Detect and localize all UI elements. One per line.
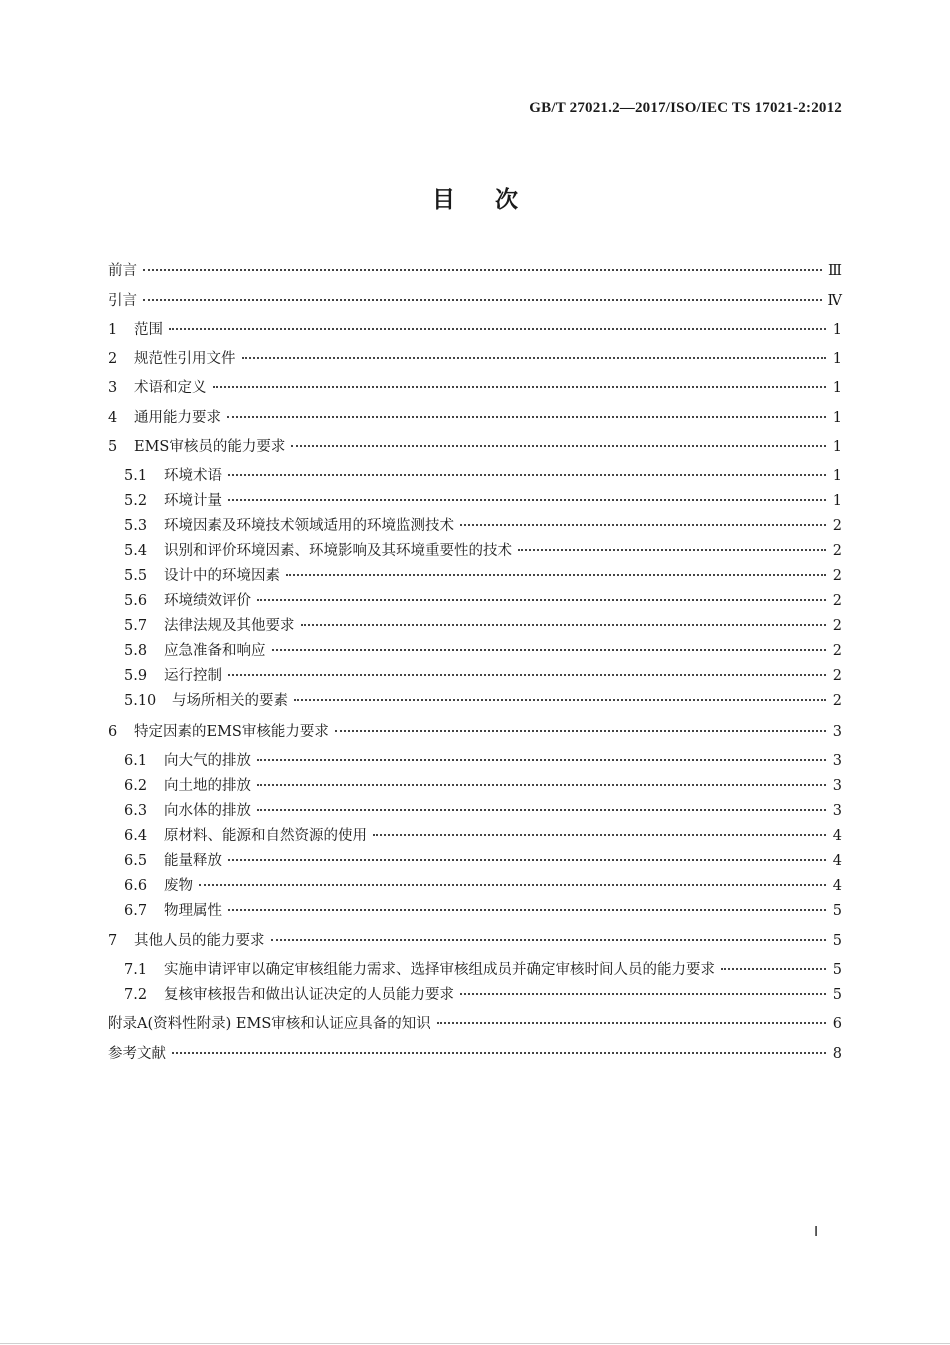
toc-entry-label: 与场所相关的要素 [172,693,288,709]
toc-entry-number: 6.1 [124,753,148,769]
toc-entry-number: 5.2 [124,493,148,509]
toc-leader-dots [257,809,826,811]
toc-entry[interactable] [124,615,842,637]
page-number: Ⅰ [814,1225,819,1240]
toc-entry-number: 3 [108,380,118,396]
toc-entry-label: 废物 [164,878,193,894]
toc-leader-dots [257,784,826,786]
toc-leader-dots [169,328,826,330]
toc-entry-page: 2 [832,543,842,559]
toc-entry[interactable] [124,590,842,612]
toc-entry[interactable] [108,721,842,743]
toc-entry[interactable] [124,690,842,712]
toc-entry-label: 应急准备和响应 [164,643,266,659]
toc-entry-label: 环境因素及环境技术领域适用的环境监测技术 [164,518,454,534]
toc-entry-label: 识别和评价环境因素、环境影响及其环境重要性的技术 [164,543,512,559]
toc-entry-page: 3 [832,803,842,819]
toc-leader-dots [199,884,826,886]
toc-entry[interactable] [124,465,842,487]
toc-entry-page: 4 [832,828,842,844]
toc-entry-number: 6.6 [124,878,148,894]
toc-entry[interactable] [124,490,842,512]
toc-leader-dots [460,993,826,995]
toc-entry-number: 6.7 [124,903,148,919]
toc-entry[interactable] [124,565,842,587]
toc-leader-dots [228,859,826,861]
toc-entry-page: 4 [832,853,842,869]
toc-entry-page: 3 [832,724,842,740]
page-title: 目次 [432,187,558,213]
toc-entry[interactable] [108,348,842,370]
toc-entry-number: 5.6 [124,593,148,609]
toc-entry-page: 4 [832,878,842,894]
toc-entry[interactable] [124,750,842,772]
toc-leader-dots [228,499,826,501]
toc-entry-number: 6 [108,724,118,740]
toc-entry[interactable] [108,436,842,458]
toc-leader-dots [172,1052,826,1054]
toc-entry-label: 向水体的排放 [164,803,251,819]
toc-entry-label: 环境计量 [164,493,222,509]
toc-entry-page: 1 [832,493,842,509]
toc-entry[interactable] [108,319,842,341]
toc-leader-dots [227,416,826,418]
toc-leader-dots [228,674,826,676]
toc-leader-dots [272,649,827,651]
toc-entry-page: 1 [832,380,842,396]
toc-entry-label: 向大气的排放 [164,753,251,769]
toc-entry-page: 1 [832,468,842,484]
toc-leader-dots [143,299,822,301]
toc-entry[interactable] [124,900,842,922]
toc-leader-dots [373,834,826,836]
toc-entry-page: 5 [832,987,842,1003]
toc-leader-dots [257,759,826,761]
toc-entry-number: 4 [108,410,118,426]
toc-entry[interactable] [108,930,842,952]
toc-entry-page: 5 [832,903,842,919]
toc-entry-label: 实施申请评审以确定审核组能力需求、选择审核组成员并确定审核时间人员的能力要求 [164,962,715,978]
toc-entry-label: 范围 [134,322,163,338]
toc-entry-label: 法律法规及其他要求 [164,618,295,634]
toc-entry-label: 环境绩效评价 [164,593,251,609]
toc-entry-number: 5.8 [124,643,148,659]
toc-entry[interactable] [108,1013,842,1035]
toc-entry[interactable] [108,377,842,399]
toc-entry-page: 1 [832,410,842,426]
toc-leader-dots [257,599,826,601]
toc-entry-page: 5 [832,933,842,949]
toc-entry-number: 5 [108,439,118,455]
toc-entry-page: 1 [832,439,842,455]
toc-entry[interactable] [124,825,842,847]
toc-entry-number: 6.3 [124,803,148,819]
toc-entry-label: 环境术语 [164,468,222,484]
toc-entry-number: 5.5 [124,568,148,584]
toc-leader-dots [286,574,826,576]
toc-entry-page: 3 [832,753,842,769]
toc-entry-page: 2 [832,693,842,709]
toc-entry[interactable] [124,959,842,981]
toc-entry-label: 运行控制 [164,668,222,684]
toc-entry-label: 前言 [108,263,137,279]
toc-leader-dots [228,474,826,476]
toc-entry-label: EMS审核员的能力要求 [134,439,286,455]
toc-entry-page: 1 [832,322,842,338]
toc-entry[interactable] [124,640,842,662]
toc-entry-page: 8 [832,1046,842,1062]
toc-entry-label: 通用能力要求 [134,410,221,426]
toc-entry-number: 6.5 [124,853,148,869]
toc-entry-label: 设计中的环境因素 [164,568,280,584]
toc-entry[interactable] [124,875,842,897]
toc-leader-dots [143,269,822,271]
toc-entry-page: 2 [832,518,842,534]
toc-leader-dots [518,549,826,551]
toc-entry-label: 术语和定义 [134,380,207,396]
toc-entry-number: 5.1 [124,468,148,484]
toc-entry-page: 3 [832,778,842,794]
toc-leader-dots [213,386,827,388]
toc-entry[interactable] [124,984,842,1006]
toc-entry-number: 7 [108,933,118,949]
toc-entry-page: 2 [832,593,842,609]
toc-entry-number: 5.9 [124,668,148,684]
toc-entry[interactable] [108,407,842,429]
toc-entry[interactable] [108,1043,842,1065]
toc-leader-dots [228,909,826,911]
toc-entry-label: 其他人员的能力要求 [134,933,265,949]
toc-entry-page: Ⅳ [827,293,842,309]
toc-entry-label: 原材料、能源和自然资源的使用 [164,828,367,844]
toc-entry-label: 规范性引用文件 [134,351,236,367]
toc-leader-dots [291,445,826,447]
toc-entry-number: 7.2 [124,987,148,1003]
toc-entry-number: 6.4 [124,828,148,844]
toc-leader-dots [335,730,826,732]
toc-leader-dots [721,968,826,970]
toc-entry-number: 6.2 [124,778,148,794]
toc-entry-number: 5.4 [124,543,148,559]
toc-entry-label: 向土地的排放 [164,778,251,794]
toc-entry-label: 能量释放 [164,853,222,869]
toc-entry-number: 1 [108,322,118,338]
toc-entry-page: 2 [832,668,842,684]
toc-entry[interactable] [124,775,842,797]
toc-entry-label: 特定因素的EMS审核能力要求 [134,724,329,740]
toc-entry-label: 物理属性 [164,903,222,919]
toc-leader-dots [294,699,826,701]
toc-entry-label: 附录A(资料性附录) EMS审核和认证应具备的知识 [108,1016,431,1032]
toc-leader-dots [301,624,827,626]
toc-entry-page: 2 [832,568,842,584]
toc-entry[interactable] [108,260,842,282]
toc-entry-page: 2 [832,618,842,634]
toc-entry-page: 5 [832,962,842,978]
toc-entry[interactable] [124,850,842,872]
standard-number: GB/T 27021.2—2017/ISO/IEC TS 17021-2:2012 [529,100,842,116]
toc-entry-number: 2 [108,351,118,367]
toc-entry-number: 7.1 [124,962,148,978]
toc-leader-dots [460,524,826,526]
toc-entry-number: 5.7 [124,618,148,634]
toc-entry-page: 1 [832,351,842,367]
toc-entry-page: 2 [832,643,842,659]
toc-entry-number: 5.10 [124,693,157,709]
toc-entry[interactable] [124,665,842,687]
toc-entry-page: Ⅲ [828,263,842,279]
toc-entry-label: 参考文献 [108,1046,166,1062]
toc-entry-number: 5.3 [124,518,148,534]
toc-entry[interactable] [124,800,842,822]
toc-entry-page: 6 [832,1016,842,1032]
toc-entry-label: 复核审核报告和做出认证决定的人员能力要求 [164,987,454,1003]
toc-entry[interactable] [124,540,842,562]
toc-entry[interactable] [108,290,842,312]
toc-leader-dots [271,939,827,941]
toc-leader-dots [242,357,827,359]
toc-entry-label: 引言 [108,293,137,309]
toc-entry[interactable] [124,515,842,537]
page-edge-divider [0,1343,950,1344]
toc-leader-dots [437,1022,826,1024]
